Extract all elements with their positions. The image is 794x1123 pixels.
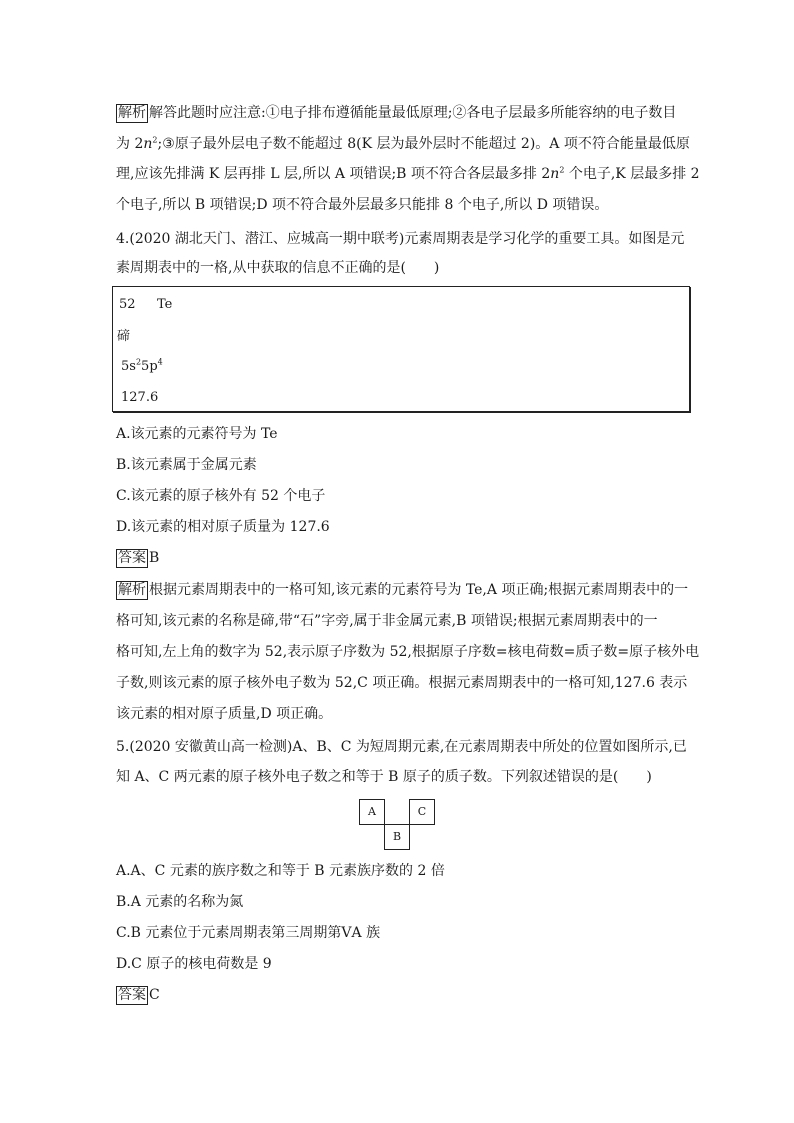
grid-cell-a: A [359,799,385,825]
q4-option-a: A.该元素的元素符号为 Te [116,426,278,442]
element-mass: 127.6 [121,390,159,405]
intro-text-1: 解答此题时应注意:①电子排布遵循能量最低原理;②各电子层最多所能容纳的电子数目 [149,105,677,121]
q4-option-c: C.该元素的原子核外有 52 个电子 [116,488,326,504]
config-part-a-sup: 2 [135,357,142,367]
intro-text-3b: 个电子,K 层最多排 2 [564,166,700,182]
q4-answer-value: B [149,550,160,566]
intro-line-1 [116,103,676,123]
intro-text-2a: 为 2 [116,136,144,152]
q4-option-b: B.该元素属于金属元素 [116,457,257,473]
q5-stem-line-2: 知 A、C 两元素的原子核外电子数之和等于 B 原子的质子数。下列叙述错误的是( ) [116,769,652,785]
element-name: 碲 [117,329,131,344]
grid-cell-b: B [384,824,410,850]
intro-text-3sup: 2 [559,165,565,175]
analysis-tag: 解析 [118,105,146,121]
config-part-b: 5p [141,359,158,374]
q5-stem-line-1: 5.(2020 安徽黄山高一检测)A、B、C 为短周期元素,在元素周期表中所处的位置如图所示,已 [116,739,687,755]
q5-option-d: D.C 原子的核电荷数是 9 [116,956,272,972]
element-card [112,286,690,412]
intro-text-3n: n [550,166,560,182]
q4-analysis-line-1 [116,580,688,600]
q5-answer [116,985,160,1005]
intro-line-3 [116,164,700,184]
intro-text-2b: ;③原子最外层电子数不能超过 8(K 层为最外层时不能超过 2)。A 项不符合能量最低原 [157,136,690,152]
intro-text-2sup: 2 [152,135,158,145]
answer-tag: 答案 [118,987,146,1003]
intro-text-2n: n [143,136,153,152]
config-part-a: 5s [121,359,136,374]
q4-stem-line-2: 素周期表中的一格,从中获取的信息不正确的是( ) [116,260,440,276]
element-config [121,359,163,375]
q4-stem-line-1: 4.(2020 湖北天门、潜江、应城高一期中联考)元素周期表是学习化学的重要工具。如图是元 [116,231,685,247]
intro-line-4: 个电子,所以 B 项错误;D 项不符合最外层最多只能排 8 个电子,所以 D 项错误。 [116,197,609,213]
intro-text-3a: 理,应该先排满 K 层再排 L 层,所以 A 项错误;B 项不符合各层最多排 2 [116,166,551,182]
q5-option-b: B.A 元素的名称为氮 [116,894,244,910]
q5-option-a: A.A、C 元素的族序数之和等于 B 元素族序数的 2 倍 [116,863,445,879]
q4-analysis-line-4: 子数,则该元素的原子核外电子数为 52,C 项正确。根据元素周期表中的一格可知,127.6 表示 [116,675,688,691]
q4-option-d: D.该元素的相对原子质量为 127.6 [116,519,330,535]
element-number: 52 [119,297,136,312]
q4-analysis-line-3: 格可知,左上角的数字为 52,表示原子序数为 52,根据原子序数=核电荷数=质子数=原子核外电 [116,644,700,660]
config-part-b-sup: 4 [157,357,163,367]
q4-answer [116,548,159,568]
q4-analysis-line-2: 格可知,该元素的名称是碲,带“石”字旁,属于非金属元素,B 项错误;根据元素周期表中的一 [116,613,658,629]
analysis-tag: 解析 [118,582,146,598]
q4-analysis-text-1: 根据元素周期表中的一格可知,该元素的元素符号为 Te,A 项正确;根据元素周期表中的一 [149,582,689,598]
grid-cell-c: C [409,799,435,825]
q4-analysis-line-5: 该元素的相对原子质量,D 项正确。 [116,706,333,722]
intro-line-2 [116,134,690,154]
answer-tag: 答案 [118,550,146,566]
q5-answer-value: C [149,987,160,1003]
q5-option-c: C.B 元素位于元素周期表第三周期第ⅤA 族 [116,925,381,941]
element-symbol: Te [157,297,173,312]
